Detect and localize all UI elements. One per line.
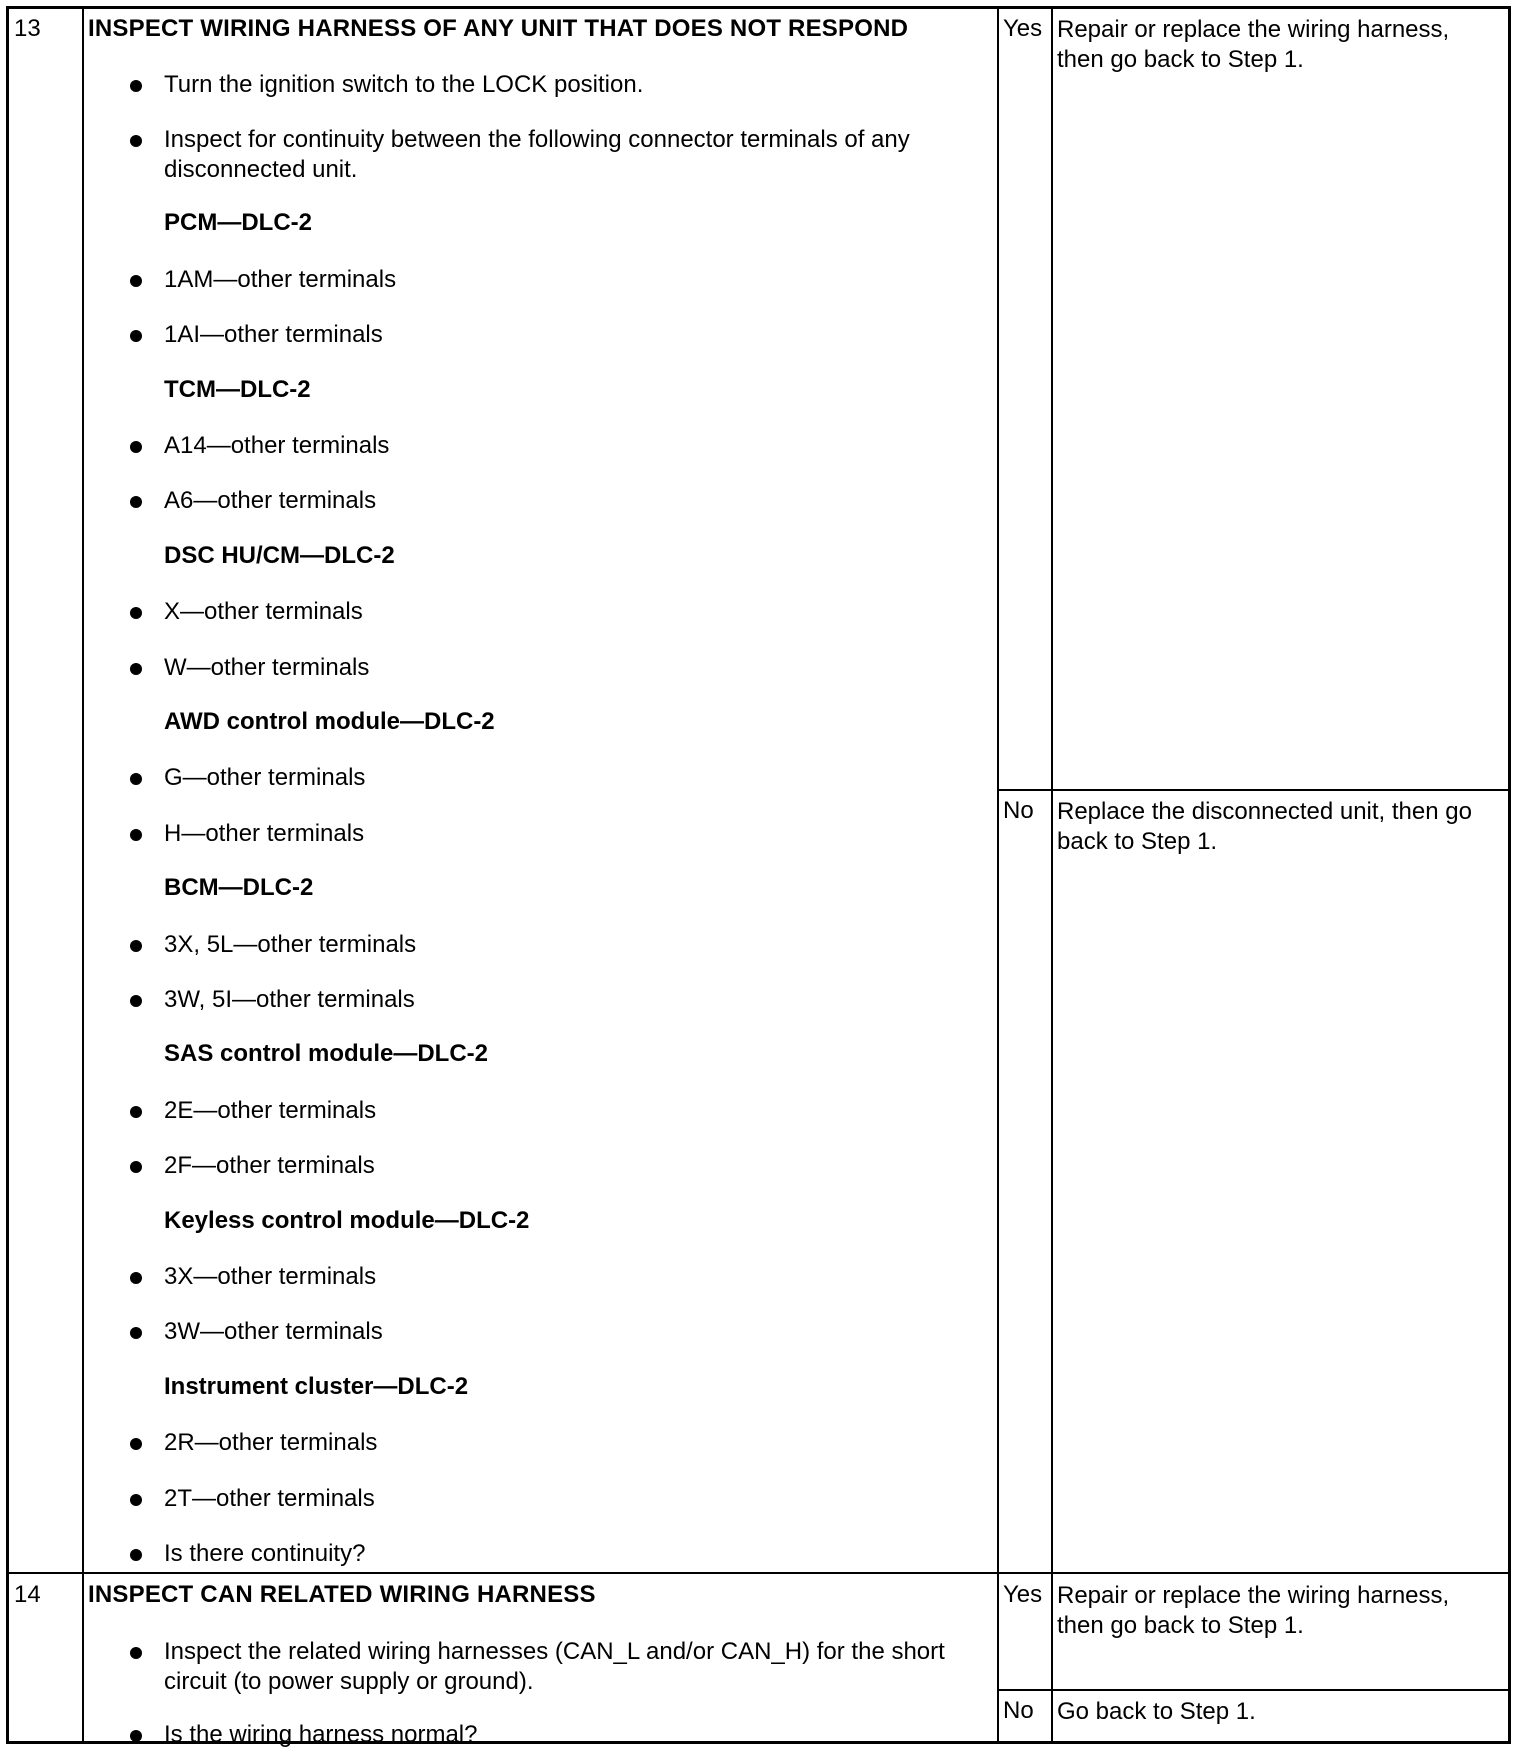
step-title: INSPECT WIRING HARNESS OF ANY UNIT THAT DOES NOT RESPOND [88,15,909,42]
bullet-text: 2F—other terminals [164,1152,375,1180]
bullet-text: 2T—other terminals [164,1484,375,1512]
result-answer-no: No [1003,1697,1034,1724]
bullet-icon [130,1272,142,1284]
connector-pair-header: PCM—DLC-2 [164,209,312,237]
result-action: Replace the disconnected unit, then go back to Step 1. [1057,798,1472,855]
connector-pair-header: Keyless control module—DLC-2 [164,1206,530,1234]
result-divider-step13 [997,789,1511,791]
bullet-text: Is the wiring harness normal? [164,1721,478,1748]
result-answer-yes: Yes [1003,15,1043,42]
bullet-text: Is there continuity? [164,1540,366,1567]
bullet-icon [130,995,142,1007]
connector-pair-header: DSC HU/CM—DLC-2 [164,541,395,569]
bullet-icon [130,1549,142,1561]
step-number: 14 [14,1581,41,1608]
bullet-icon [130,80,142,92]
connector-pair-header: BCM—DLC-2 [164,874,314,902]
step-number: 13 [14,15,41,42]
bullet-icon [130,1730,142,1742]
bullet-icon [130,441,142,453]
bullet-text: 3X—other terminals [164,1263,377,1290]
bullet-icon [130,829,142,841]
bullet-icon [130,1494,142,1506]
result-action: Repair or replace the wiring harness, then go back to Step 1. [1057,16,1450,73]
connector-pair-header: Instrument cluster—DLC-2 [164,1372,469,1400]
bullet-icon [130,940,142,952]
step-title: INSPECT CAN RELATED WIRING HARNESS [88,1581,596,1608]
bullet-icon [130,663,142,675]
connector-pair-header: AWD control module—DLC-2 [164,708,495,735]
bullet-text: 3X, 5L—other terminals [164,930,417,958]
bullet-text: W—other terminals [164,653,370,681]
bullet-text: A6—other terminals [164,487,377,515]
row-divider [6,1572,1511,1574]
bullet-text: G—other terminals [164,764,366,792]
bullet-text: 2R—other terminals [164,1429,378,1457]
bullet-text: 3W—other terminals [164,1318,383,1346]
bullet-icon [130,1647,142,1659]
bullet-text: A14—other terminals [164,432,390,459]
connector-pair-header: TCM—DLC-2 [164,375,311,403]
bullet-text: Inspect the related wiring harnesses (CAN_L and/or CAN_H) for the short circuit (to power supply or ground). [164,1638,945,1695]
result-action: Repair or replace the wiring harness, then go back to Step 1. [1057,1582,1450,1639]
bullet-icon [130,1106,142,1118]
bullet-text: Turn the ignition switch to the LOCK position. [164,71,644,98]
result-answer-no: No [1003,797,1034,824]
bullet-text: 1AI—other terminals [164,321,383,349]
bullet-text: 1AM—other terminals [164,265,397,293]
bullet-text: 2E—other terminals [164,1096,377,1124]
column-divider-result [1051,6,1053,1744]
bullet-text: 3W, 5I—other terminals [164,986,415,1013]
result-action: Go back to Step 1. [1057,1698,1256,1725]
bullet-icon [130,275,142,287]
result-answer-yes: Yes [1003,1581,1043,1608]
bullet-text: H—other terminals [164,819,365,847]
column-divider-step [82,6,84,1744]
result-divider-step14 [997,1689,1511,1691]
connector-pair-header: SAS control module—DLC-2 [164,1040,489,1068]
column-divider-inspection [997,6,999,1744]
bullet-text: Inspect for continuity between the following connector terminals of any disconnected unit. [164,126,910,184]
bullet-text: X—other terminals [164,598,363,626]
